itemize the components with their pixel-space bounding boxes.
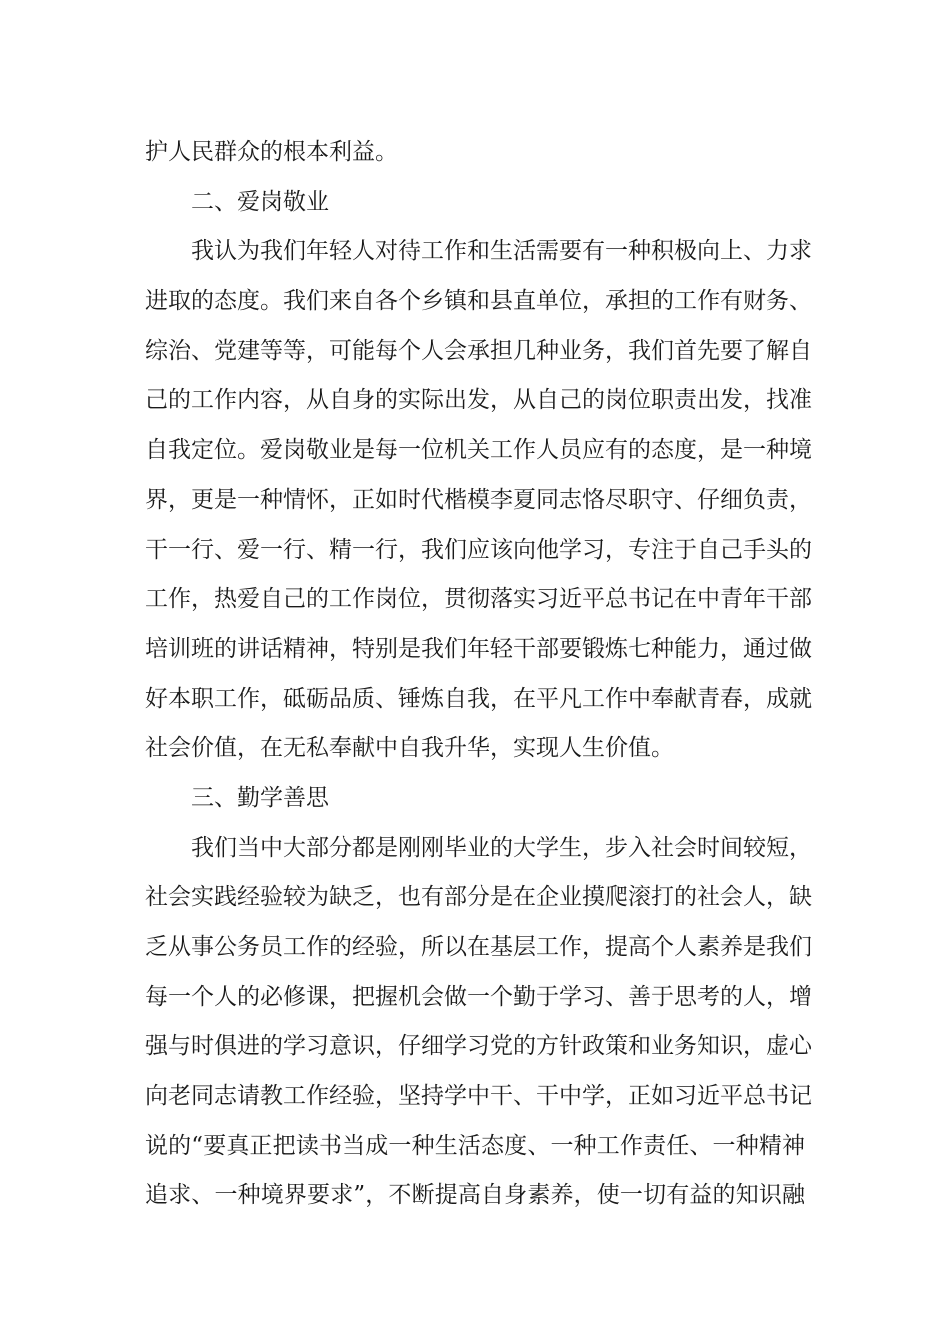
paragraph-line: 社会实践经验较为缺乏，也有部分是在企业摸爬滚打的社会人，缺 — [145, 884, 812, 911]
paragraph-line: 进取的态度。我们来自各个乡镇和县直单位，承担的工作有财务、 — [145, 288, 812, 315]
paragraph-line: 每一个人的必修课，把握机会做一个勤于学习、善于思考的人，增 — [145, 983, 812, 1010]
paragraph-line: 社会价值，在无私奉献中自我升华，实现人生价值。 — [145, 735, 674, 762]
paragraph-line: 培训班的讲话精神，特别是我们年轻干部要锻炼七种能力，通过做 — [145, 635, 812, 662]
paragraph-line: 强与时俱进的学习意识，仔细学习党的方针政策和业务知识，虚心 — [145, 1033, 812, 1060]
paragraph-line: 乏从事公务员工作的经验，所以在基层工作，提高个人素养是我们 — [145, 934, 812, 960]
paragraph-line: 界，更是一种情怀，正如时代楷模李夏同志恪尽职守、仔细负责， — [145, 486, 812, 513]
paragraph-line: 追求、一种境界要求”，不断提高自身素养，使一切有益的知识融 — [145, 1182, 805, 1209]
paragraph-line: 自我定位。爱岗敬业是每一位机关工作人员应有的态度，是一种境 — [145, 437, 812, 464]
paragraph-line: 说的“要真正把读书当成一种生活态度、一种工作责任、一种精神 — [145, 1132, 805, 1159]
paragraph-line: 综治、党建等等，可能每个人会承担几种业务，我们首先要了解自 — [145, 337, 812, 364]
paragraph-line: 工作，热爱自己的工作岗位，贯彻落实习近平总书记在中青年干部 — [145, 586, 812, 613]
document-body — [145, 128, 812, 1221]
paragraph-line: 我认为我们年轻人对待工作和生活需要有一种积极向上、力求 — [191, 238, 812, 265]
paragraph-line: 好本职工作，砥砺品质、锤炼自我，在平凡工作中奉献青春，成就 — [145, 685, 812, 712]
paragraph-line: 己的工作内容，从自身的实际出发，从自己的岗位职责出发，找准 — [145, 387, 812, 414]
section-heading: 二、爱岗敬业 — [191, 188, 329, 215]
section-heading: 三、勤学善思 — [191, 784, 329, 811]
paragraph-line: 我们当中大部分都是刚刚毕业的大学生，步入社会时间较短， — [191, 834, 812, 861]
paragraph-line: 干一行、爱一行、精一行，我们应该向他学习，专注于自己手头的 — [145, 536, 812, 563]
paragraph-line: 向老同志请教工作经验，坚持学中干、干中学，正如习近平总书记 — [145, 1083, 812, 1110]
paragraph-line: 护人民群众的根本利益。 — [145, 139, 398, 165]
